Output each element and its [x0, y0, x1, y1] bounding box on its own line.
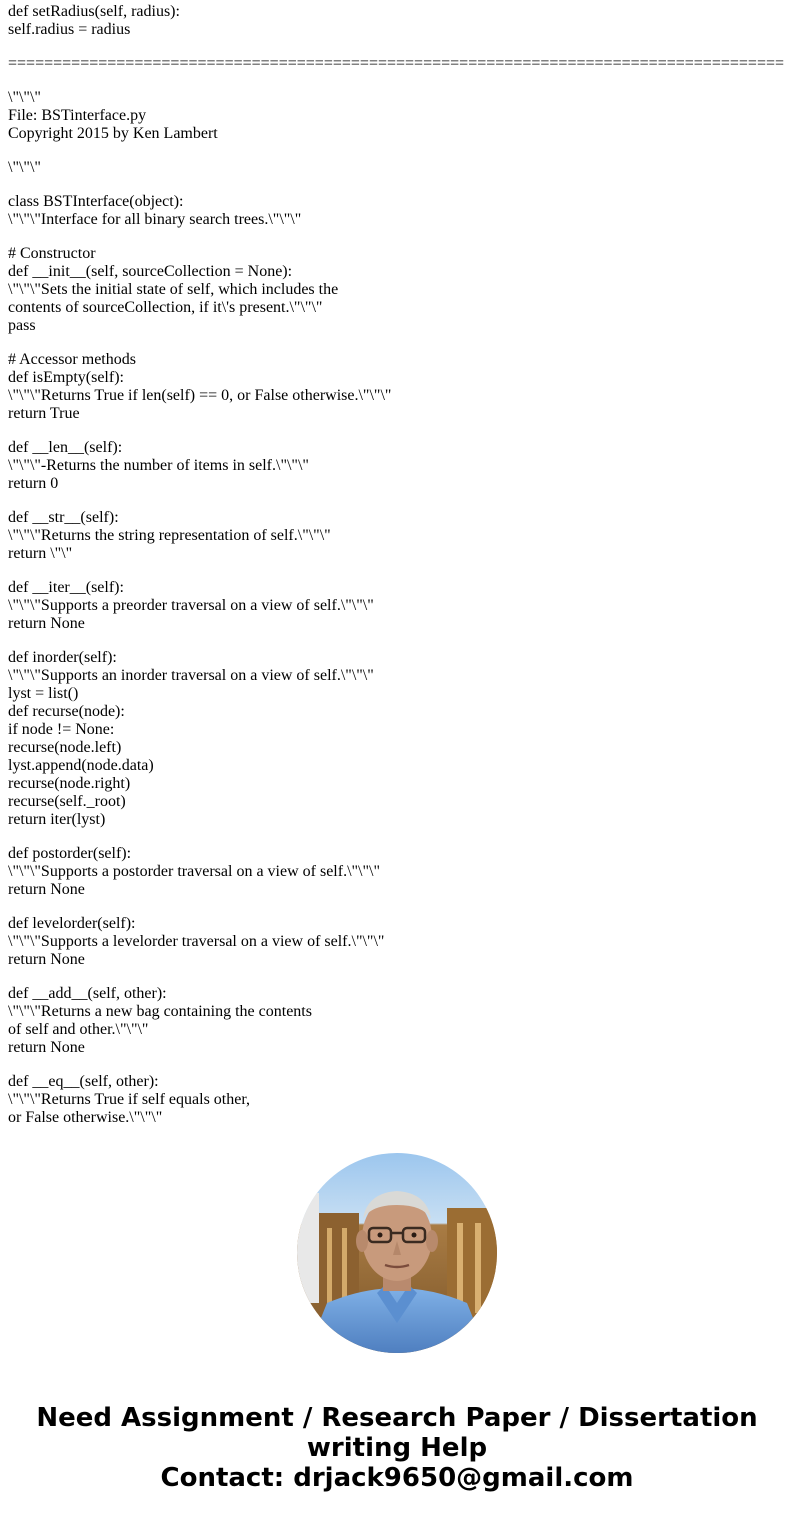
- code-line: \"\"\"Supports a preorder traversal on a view of self.\"\"\": [8, 597, 374, 614]
- promo-line-1: Need Assignment / Research Paper / Dissertation: [36, 1403, 758, 1433]
- code-line: class BSTInterface(object):: [8, 193, 184, 210]
- code-line: def inorder(self):: [8, 649, 117, 666]
- code-line: \"\"\"-Returns the number of items in self.\"\"\": [8, 457, 309, 474]
- code-line: return \"\": [8, 545, 73, 562]
- code-line: def setRadius(self, radius):: [8, 3, 180, 20]
- code-line: def levelorder(self):: [8, 915, 136, 932]
- blank-line: [8, 229, 794, 245]
- code-line: return None: [8, 1039, 85, 1056]
- blank-line: [8, 493, 794, 509]
- code-line: return True: [8, 405, 80, 422]
- code-line: # Constructor: [8, 245, 96, 262]
- blank-line: [8, 633, 794, 649]
- code-line: def __iter__(self):: [8, 579, 124, 596]
- code-line: recurse(node.right): [8, 775, 131, 792]
- code-line: return None: [8, 951, 85, 968]
- code-line: \"\"\"Returns True if self equals other,: [8, 1091, 251, 1108]
- code-line: contents of sourceCollection, if it\'s present.\"\"\": [8, 299, 323, 316]
- code-line: if node != None:: [8, 721, 115, 738]
- author-avatar: [297, 1153, 497, 1353]
- blank-line: [8, 335, 794, 351]
- code-line: def isEmpty(self):: [8, 369, 124, 386]
- blank-line: [8, 563, 794, 579]
- blank-line: [8, 39, 794, 55]
- code-line: \"\"\"Returns True if len(self) == 0, or False otherwise.\"\"\": [8, 387, 392, 404]
- code-line: def __len__(self):: [8, 439, 123, 456]
- code-line: lyst = list(): [8, 685, 79, 702]
- blank-line: [8, 829, 794, 845]
- blank-line: [8, 969, 794, 985]
- code-line: return None: [8, 615, 85, 632]
- code-line: \"\"\"Returns a new bag containing the contents: [8, 1003, 312, 1020]
- blank-line: [8, 899, 794, 915]
- promo-contact: Contact: drjack9650@gmail.com: [160, 1463, 634, 1493]
- code-line: def __add__(self, other):: [8, 985, 167, 1002]
- blank-line: [8, 423, 794, 439]
- code-line: \"\"\"Returns the string representation of self.\"\"\": [8, 527, 331, 544]
- promo-banner: [0, 1403, 794, 1493]
- code-line: \"\"\": [8, 89, 41, 106]
- code-line: def __str__(self):: [8, 509, 119, 526]
- code-line: return None: [8, 881, 85, 898]
- code-line: \"\"\"Sets the initial state of self, which includes the: [8, 281, 339, 298]
- code-line: \"\"\": [8, 159, 41, 176]
- code-line: or False otherwise.\"\"\": [8, 1109, 163, 1122]
- code-line: \"\"\"Supports an inorder traversal on a view of self.\"\"\": [8, 667, 374, 684]
- blank-line: [8, 177, 794, 193]
- promo-line-2: writing Help: [306, 1433, 488, 1463]
- code-line: def recurse(node):: [8, 703, 125, 720]
- blank-line: [8, 73, 794, 89]
- blank-line: [8, 1057, 794, 1073]
- code-line: Copyright 2015 by Ken Lambert: [8, 125, 218, 142]
- blank-line: [8, 143, 794, 159]
- code-line: def __init__(self, sourceCollection = None):: [8, 263, 293, 280]
- code-line: lyst.append(node.data): [8, 757, 154, 774]
- code-line: \"\"\"Interface for all binary search trees.\"\"\": [8, 211, 302, 228]
- code-line: File: BSTinterface.py: [8, 107, 147, 124]
- code-line: def __eq__(self, other):: [8, 1073, 159, 1090]
- code-line: # Accessor methods: [8, 351, 136, 368]
- person-photo-icon: [297, 1153, 497, 1353]
- code-listing: [8, 3, 794, 1122]
- code-line: recurse(self._root): [8, 793, 126, 810]
- code-line: pass: [8, 317, 36, 334]
- code-line: of self and other.\"\"\": [8, 1021, 149, 1038]
- code-line: ======================================================================================: [8, 55, 785, 72]
- code-line: return iter(lyst): [8, 811, 106, 828]
- code-line: \"\"\"Supports a levelorder traversal on a view of self.\"\"\": [8, 933, 385, 950]
- code-line: def postorder(self):: [8, 845, 132, 862]
- code-line: \"\"\"Supports a postorder traversal on a view of self.\"\"\": [8, 863, 380, 880]
- code-line: return 0: [8, 475, 59, 492]
- code-line: self.radius = radius: [8, 21, 131, 38]
- code-line: recurse(node.left): [8, 739, 122, 756]
